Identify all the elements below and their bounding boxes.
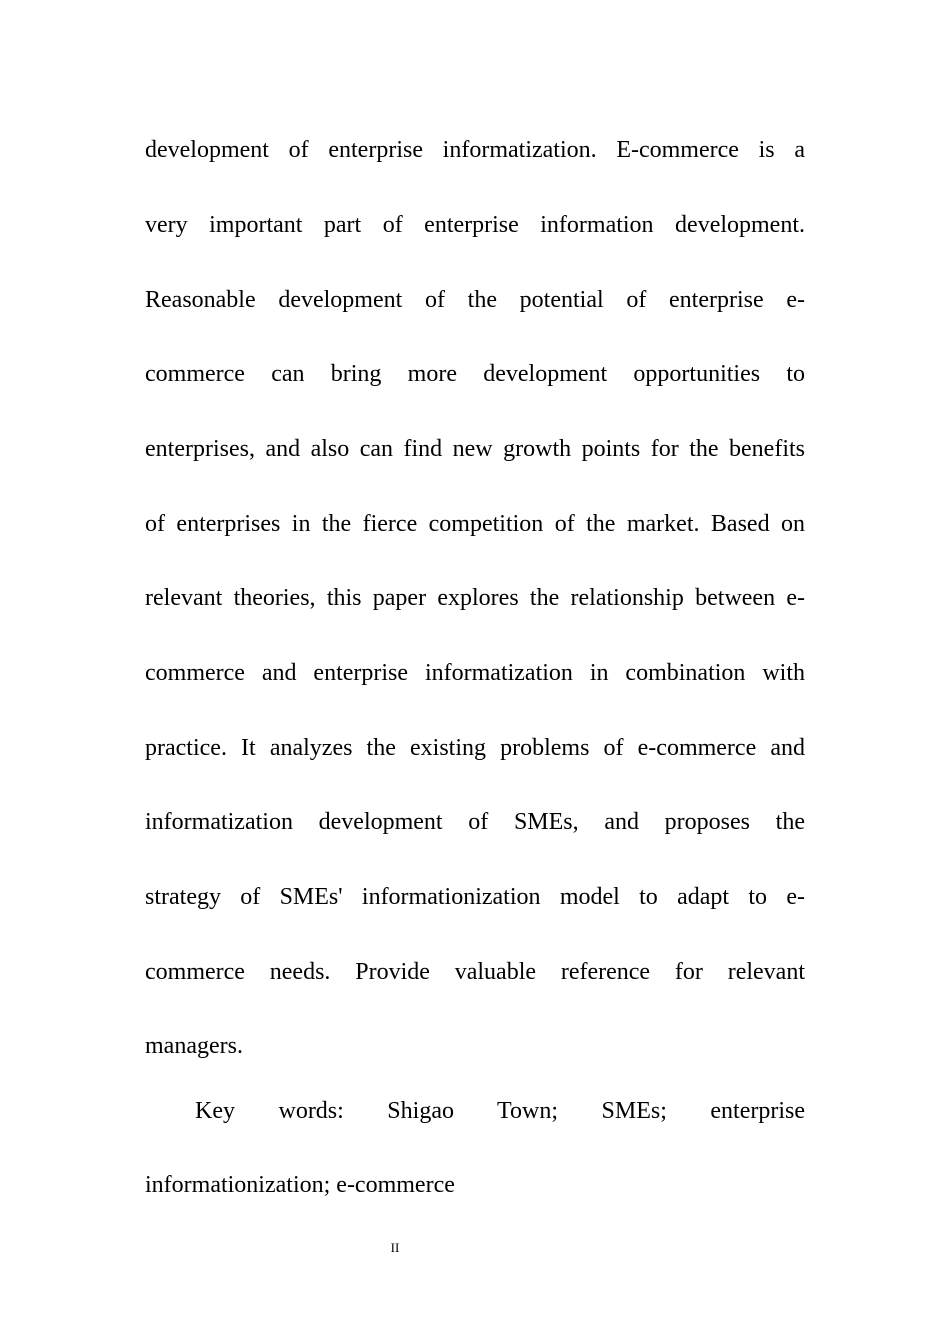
abstract-line: managers. — [145, 1033, 243, 1059]
abstract-line: commerce and enterprise informatization in combination with — [145, 660, 805, 686]
abstract-line: commerce needs. Provide valuable reference for relevant — [145, 959, 805, 985]
abstract-line: practice. It analyzes the existing problems of e-commerce and — [145, 735, 805, 761]
abstract-line: Reasonable development of the potential of enterprise e- — [145, 287, 805, 313]
abstract-line: enterprises, and also can find new growth points for the benefits — [145, 436, 805, 462]
keywords-line: informationization; e-commerce — [145, 1172, 455, 1198]
abstract-line: development of enterprise informatization. E-commerce is a — [145, 137, 805, 163]
abstract-line: of enterprises in the fierce competition of the market. Based on — [145, 511, 805, 537]
page-number: II — [390, 1240, 400, 1255]
abstract-line: very important part of enterprise information development. — [145, 212, 805, 238]
abstract-line: informatization development of SMEs, and proposes the — [145, 809, 805, 835]
abstract-line: strategy of SMEs' informationization model to adapt to e- — [145, 884, 805, 910]
abstract-line: relevant theories, this paper explores the relationship between e- — [145, 585, 805, 611]
abstract-line: commerce can bring more development opportunities to — [145, 361, 805, 387]
keywords-line: Key words: Shigao Town; SMEs; enterprise — [195, 1098, 805, 1124]
